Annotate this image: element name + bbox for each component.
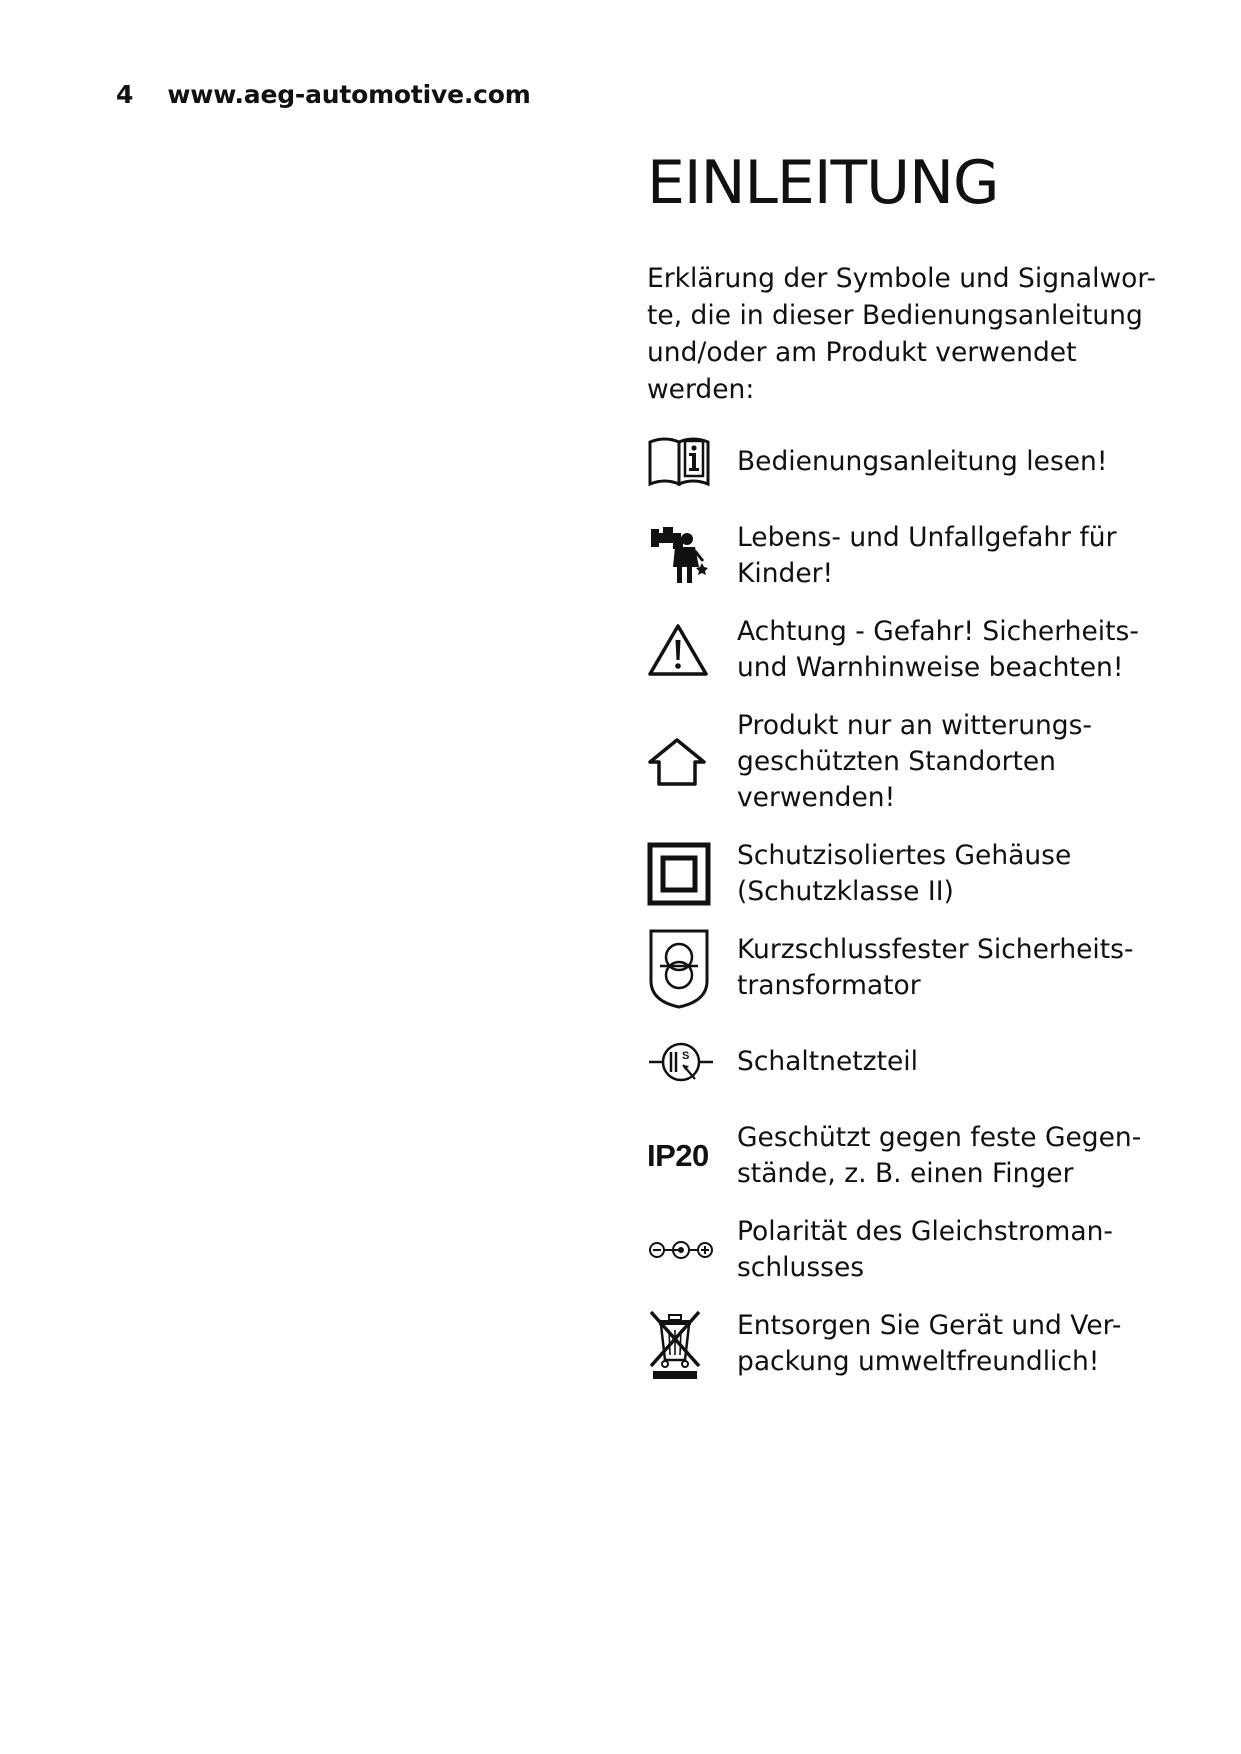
child-danger-icon	[647, 520, 715, 592]
read-manual-icon	[647, 426, 715, 498]
intro-paragraph	[647, 260, 1157, 408]
main-content	[647, 150, 1167, 1402]
indoor-use-icon	[647, 726, 715, 798]
intro-line: Erklärung der Symbole und Signalwor-	[647, 263, 1157, 294]
symbol-item-ip20	[647, 1120, 1167, 1192]
warning-triangle-icon	[647, 614, 715, 686]
symbol-item-child-danger	[647, 520, 1167, 592]
page-header	[116, 80, 531, 109]
intro-line: werden:	[647, 374, 755, 405]
ip20-icon	[647, 1120, 715, 1192]
symbol-item-protection-class	[647, 838, 1167, 910]
symbol-description: Lebens- und Unfallgefahr für Kinder!	[737, 522, 1117, 589]
symbol-description: Polarität des Gleichstroman- schlusses	[737, 1216, 1113, 1283]
intro-line: te, die in dieser Bedienungsanleitung	[647, 300, 1143, 331]
page-title: EINLEITUNG	[647, 148, 999, 218]
symbol-item-switching-power-supply	[647, 1026, 1167, 1098]
switching-power-supply-icon	[647, 1026, 715, 1098]
svg-text:S: S	[682, 1050, 690, 1062]
symbol-item-read-manual	[647, 426, 1167, 498]
symbol-description: Kurzschlussfester Sicherheits- transformator	[737, 934, 1134, 1001]
symbol-item-warning	[647, 614, 1167, 686]
symbol-description: Produkt nur an witterungs- geschützten Standorten verwenden!	[737, 710, 1092, 813]
symbol-description: Entsorgen Sie Gerät und Ver- packung umweltfreundlich!	[737, 1310, 1122, 1377]
symbol-description: Bedienungsanleitung lesen!	[737, 446, 1108, 477]
weee-disposal-icon	[647, 1308, 715, 1380]
page-number: 4	[116, 80, 134, 109]
symbol-item-indoor-use	[647, 708, 1167, 816]
website-url: www.aeg-automotive.com	[167, 80, 531, 109]
safety-transformer-icon	[647, 932, 715, 1004]
symbol-list	[647, 426, 1167, 1380]
intro-line: und/oder am Produkt verwendet	[647, 337, 1077, 368]
symbol-description: Geschützt gegen feste Gegen- stände, z. B. einen Finger	[737, 1122, 1142, 1189]
symbol-description: Schutzisoliertes Gehäuse (Schutzklasse II)	[737, 840, 1072, 907]
protection-class-2-icon	[647, 838, 715, 910]
dc-polarity-icon	[647, 1214, 715, 1286]
symbol-item-dc-polarity	[647, 1214, 1167, 1286]
symbol-description: Schaltnetzteil	[737, 1046, 918, 1077]
ip20-label: IP20	[647, 1138, 709, 1173]
symbol-description: Achtung - Gefahr! Sicherheits- und Warnhinweise beachten!	[737, 616, 1139, 683]
symbol-item-safety-transformer	[647, 932, 1167, 1004]
symbol-item-weee-disposal	[647, 1308, 1167, 1380]
